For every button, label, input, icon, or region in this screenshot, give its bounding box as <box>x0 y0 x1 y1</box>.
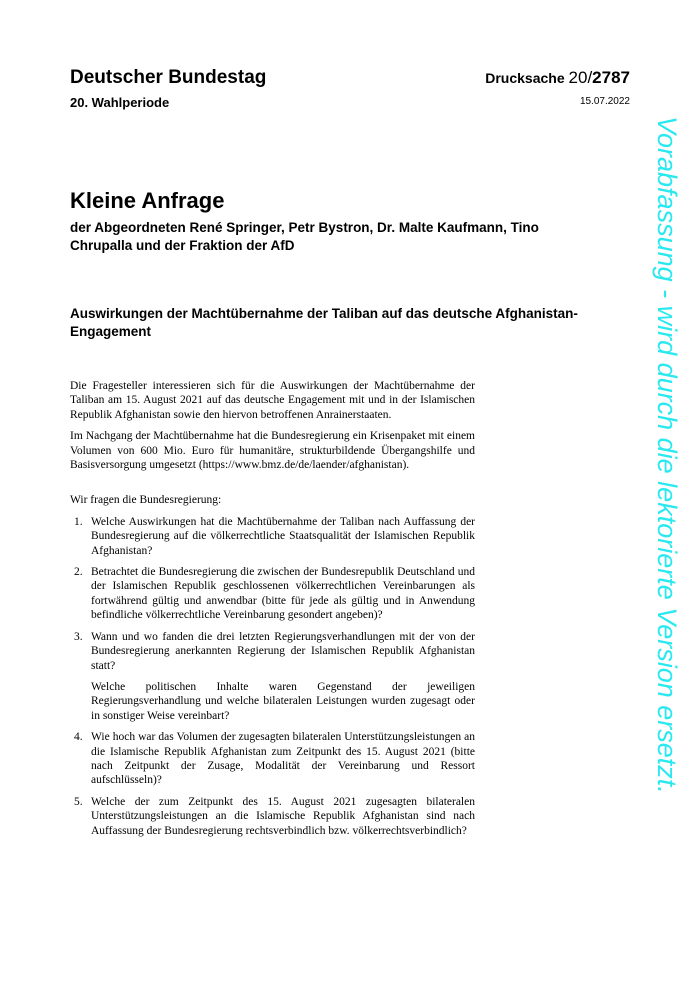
header-left <box>70 67 266 111</box>
document-body <box>70 379 475 845</box>
drucksache-number <box>485 67 630 89</box>
intro-paragraph-2: Im Nachgang der Machtübernahme hat die Bundesregierung ein Krisenpaket mit einem Volumen von 600 Mio. Euro für humanitäre, strukturbildende Übergangshilfe und Basisversorgung umgesetzt (https://www.bmz.de/de/laender/afghanistan). <box>70 430 475 472</box>
header-right <box>485 67 630 109</box>
question-item <box>70 730 475 788</box>
drucksache-prefix: 20/ <box>568 68 593 87</box>
question-text: Welche politischen Inhalte waren Gegenstand der jeweiligen Regierungsverhandlung und welche bilateralen Leistungen wurden zugesagt oder in sonstiger Weise vereinbart? <box>91 680 475 722</box>
question-text: Wann und wo fanden die drei letzten Regierungsverhandlungen mit der von der Bundesregierung anerkannten Regierung der Islamischen Republik Afghanistan statt? <box>91 630 475 672</box>
question-number: 2. <box>74 566 83 579</box>
intro-paragraph-1: Die Fragesteller interessieren sich für die Auswirkungen der Machtübernahme der Taliban am 15. August 2021 auf das deutsche Engagement mit und in der Islamischen Republik Afghanistan sowie den hiervon betroffenen Anrainerstaaten. <box>70 380 475 421</box>
preliminary-watermark: Vorabfassung - wird durch die lektorierte Version ersetzt. <box>652 116 682 794</box>
question-text: Wie hoch war das Volumen der zugesagten bilateralen Unterstützungsleistungen an die Islamische Republik Afghanistan zum Zeitpunkt des 15. August 2021 (bitte nach Zeitpunkt der Zusage, Modalität der Vereinbarung und Ressort aufschlüsseln)? <box>91 731 475 787</box>
question-text: Welche der zum Zeitpunkt des 15. August 2021 zugesagten bilateralen Unterstützungsleistungen an die Islamische Republik Afghanistan sind nach Auffassung der Bundesregierung rechtsverbindlich bzw. völkerrechtsverbindlich? <box>91 795 475 837</box>
question-number: 3. <box>74 630 83 643</box>
question-number: 4. <box>74 731 83 744</box>
question-item <box>70 630 475 723</box>
question-text: Betrachtet die Bundesregierung die zwischen der Bundesrepublik Deutschland und der Islamischen Republik geschlossenen völkerrechtlichen Vereinbarungen als fortwährend gültig und anwendbar (bitte für jede als gültig und in Anwendung befindliche völkerrechtliche Vereinbarung gesondert angeben)? <box>91 566 475 622</box>
drucksache-label: Drucksache <box>485 70 565 86</box>
document-type: Kleine Anfrage <box>70 188 225 213</box>
institution-name: Deutscher Bundestag <box>70 67 267 88</box>
question-list <box>70 515 475 838</box>
document-authors: der Abgeordneten René Springer, Petr Bystron, Dr. Malte Kaufmann, Tino Chrupalla und der Fraktion der AfD <box>70 220 539 253</box>
question-number: 1. <box>74 515 83 528</box>
document-topic: Auswirkungen der Machtübernahme der Taliban auf das deutsche Afghanistan-Engagement <box>70 306 578 339</box>
question-item <box>70 515 475 558</box>
legislative-period: 20. Wahlperiode <box>70 95 170 110</box>
question-item <box>70 795 475 838</box>
question-number: 5. <box>74 795 83 808</box>
question-item <box>70 565 475 623</box>
question-text: Welche Auswirkungen hat die Machtübernahme der Taliban nach Auffassung der Bundesregierung auf die völkerrechtliche Staatsqualität der Islamischen Republik Afghanistan? <box>91 515 475 557</box>
drucksache-id: 2787 <box>592 68 630 87</box>
document-heading <box>70 188 600 255</box>
questions-intro: Wir fragen die Bundesregierung: <box>70 494 222 507</box>
document-date: 15.07.2022 <box>579 96 630 107</box>
